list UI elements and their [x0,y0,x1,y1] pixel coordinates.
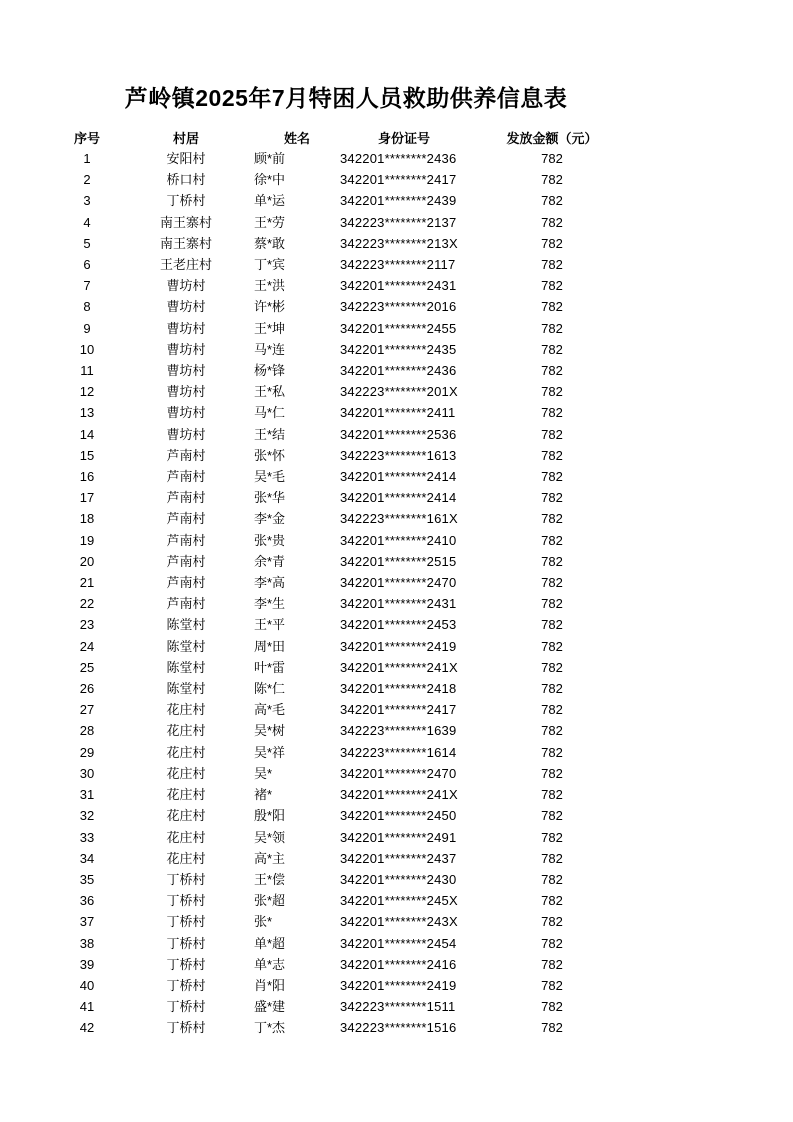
village-cell: 陈堂村 [166,659,206,675]
table-row [56,996,636,1017]
id-cell: 342201********2470 [340,765,457,781]
header-id: 身份证号 [377,131,430,146]
id-cell: 342201********2450 [340,808,457,824]
amount-cell: 782 [541,871,563,887]
amount-cell: 782 [541,977,563,993]
header-village: 村居 [172,131,199,146]
id-cell: 342201********2435 [340,341,457,357]
id-cell: 342201********2430 [340,871,457,887]
name-cell: 李*高 [254,575,286,591]
village-cell: 丁桥村 [166,914,206,930]
seq-cell: 7 [83,278,91,294]
name-cell: 吴*领 [254,829,286,845]
id-cell: 342223********2117 [340,257,456,273]
table-row [56,657,636,678]
village-cell: 花庄村 [166,829,206,845]
amount-cell: 782 [541,320,563,336]
id-cell: 342201********2515 [340,553,457,569]
table-row [56,212,636,233]
seq-cell: 36 [79,893,95,909]
village-cell: 王老庄村 [159,257,212,273]
table-row [56,636,636,657]
amount-cell: 782 [541,172,563,188]
document-content [56,84,636,1039]
table-row [56,890,636,911]
id-cell: 342223********1614 [340,744,457,760]
id-cell: 342201********2417 [340,702,457,718]
seq-cell: 1 [83,151,91,166]
id-cell: 342201********243X [340,914,458,930]
village-cell: 南王寨村 [159,235,212,251]
amount-cell: 782 [541,257,563,273]
village-cell: 芦南村 [166,469,206,485]
amount-cell: 782 [541,829,563,845]
id-cell: 342201********2439 [340,193,457,209]
village-cell: 芦南村 [166,447,206,463]
village-cell: 花庄村 [166,744,206,760]
amount-cell: 782 [541,893,563,909]
table-row [56,869,636,890]
name-cell: 马*连 [254,341,286,357]
village-cell: 曹坊村 [166,426,206,442]
name-cell: 王*洪 [254,278,286,294]
seq-cell: 27 [79,702,95,718]
name-cell: 李*生 [254,596,286,612]
amount-cell: 782 [541,278,563,294]
name-cell: 徐*中 [254,172,286,188]
amount-cell: 782 [541,787,563,803]
id-cell: 342201********241X [340,787,458,803]
table-row [56,572,636,593]
village-cell: 芦南村 [166,511,206,527]
table-row [56,763,636,784]
village-cell: 桥口村 [166,172,206,188]
header-name: 姓名 [283,131,310,146]
village-cell: 丁桥村 [166,999,206,1015]
village-cell: 陈堂村 [166,681,206,697]
name-cell: 王*结 [254,426,286,442]
seq-cell: 6 [83,257,91,273]
seq-cell: 23 [79,617,95,633]
seq-cell: 15 [79,447,95,463]
amount-cell: 782 [541,935,563,951]
seq-cell: 34 [79,850,95,866]
amount-cell: 782 [541,596,563,612]
id-cell: 342201********2454 [340,935,457,951]
table-row [56,508,636,529]
amount-cell: 782 [541,405,563,421]
amount-cell: 782 [541,808,563,824]
amount-cell: 782 [541,744,563,760]
table-row [56,148,636,169]
seq-cell: 16 [79,469,95,485]
id-cell: 342223********1639 [340,723,457,739]
id-cell: 342201********2419 [340,977,457,993]
table-row [56,911,636,932]
amount-cell: 782 [541,1020,563,1036]
seq-cell: 37 [79,914,95,930]
amount-cell: 782 [541,702,563,718]
table-row [56,975,636,996]
name-cell: 王*劳 [254,214,286,230]
seq-cell: 20 [79,553,95,569]
table-row [56,678,636,699]
id-cell: 342223********1511 [340,999,456,1015]
amount-cell: 782 [541,384,563,400]
village-cell: 曹坊村 [166,384,206,400]
id-cell: 342201********2411 [340,405,456,421]
name-cell: 褚* [254,787,273,803]
id-cell: 342223********2137 [340,214,457,230]
name-cell: 吴*祥 [254,744,286,760]
name-cell: 王*私 [254,384,286,400]
id-cell: 342201********2410 [340,532,457,548]
name-cell: 高*毛 [254,702,286,718]
seq-cell: 25 [79,659,95,675]
name-cell: 蔡*敢 [254,235,286,251]
table-row [56,296,636,317]
table-row [56,339,636,360]
id-cell: 342223********1613 [340,447,457,463]
id-cell: 342201********245X [340,893,458,909]
amount-cell: 782 [541,617,563,633]
id-cell: 342223********213X [340,235,458,251]
amount-cell: 782 [541,532,563,548]
name-cell: 吴* [254,765,273,781]
name-cell: 王*坤 [254,320,286,336]
amount-cell: 782 [541,426,563,442]
name-cell: 张*怀 [254,447,286,463]
village-cell: 芦南村 [166,490,206,506]
seq-cell: 21 [79,575,95,591]
name-cell: 马*仁 [254,405,286,421]
seq-cell: 28 [79,723,95,739]
seq-cell: 2 [83,172,91,188]
village-cell: 安阳村 [166,151,206,166]
name-cell: 单*志 [254,956,286,972]
table-row [56,551,636,572]
village-cell: 花庄村 [166,850,206,866]
village-cell: 丁桥村 [166,1020,206,1036]
village-cell: 芦南村 [166,532,206,548]
amount-cell: 782 [541,659,563,675]
table-header [56,129,636,148]
id-cell: 342201********2436 [340,151,457,166]
name-cell: 肖*阳 [254,977,286,993]
name-cell: 张*华 [254,490,286,506]
name-cell: 盛*建 [254,999,286,1015]
village-cell: 丁桥村 [166,935,206,951]
name-cell: 张*贵 [254,532,286,548]
amount-cell: 782 [541,363,563,379]
seq-cell: 17 [79,490,95,506]
amount-cell: 782 [541,193,563,209]
seq-cell: 12 [79,384,95,400]
table-row [56,360,636,381]
name-cell: 许*彬 [254,299,286,315]
id-cell: 342201********2431 [340,596,457,612]
table-row [56,933,636,954]
id-cell: 342223********1516 [340,1020,457,1036]
village-cell: 曹坊村 [166,341,206,357]
amount-cell: 782 [541,235,563,251]
name-cell: 陈*仁 [254,681,286,697]
id-cell: 342223********2016 [340,299,457,315]
id-cell: 342201********2418 [340,681,457,697]
table-row [56,805,636,826]
village-cell: 花庄村 [166,787,206,803]
id-cell: 342201********2437 [340,850,457,866]
amount-cell: 782 [541,214,563,230]
table-row [56,445,636,466]
table-row [56,699,636,720]
village-cell: 芦南村 [166,553,206,569]
roster-table [56,129,636,1039]
seq-cell: 18 [79,511,95,527]
seq-cell: 8 [83,299,91,315]
table-row [56,742,636,763]
table-row [56,784,636,805]
seq-cell: 24 [79,638,95,654]
table-row [56,720,636,741]
seq-cell: 9 [83,320,91,336]
table-body [56,148,636,1039]
table-row [56,233,636,254]
table-row [56,190,636,211]
village-cell: 丁桥村 [166,956,206,972]
amount-cell: 782 [541,341,563,357]
name-cell: 丁*杰 [254,1020,286,1036]
seq-cell: 4 [83,214,91,230]
id-cell: 342201********2453 [340,617,457,633]
village-cell: 曹坊村 [166,320,206,336]
seq-cell: 35 [79,871,95,887]
amount-cell: 782 [541,553,563,569]
name-cell: 吴*树 [254,723,286,739]
seq-cell: 26 [79,681,95,697]
seq-cell: 3 [83,193,91,209]
name-cell: 张*超 [254,893,286,909]
village-cell: 丁桥村 [166,193,206,209]
table-row [56,169,636,190]
table-row [56,954,636,975]
seq-cell: 39 [79,956,95,972]
village-cell: 花庄村 [166,808,206,824]
seq-cell: 5 [83,235,91,251]
table-row [56,402,636,423]
seq-cell: 30 [79,765,95,781]
amount-cell: 782 [541,447,563,463]
village-cell: 南王寨村 [159,214,212,230]
village-cell: 陈堂村 [166,638,206,654]
amount-cell: 782 [541,469,563,485]
table-row [56,487,636,508]
id-cell: 342201********2470 [340,575,457,591]
id-cell: 342201********2414 [340,469,457,485]
name-cell: 李*金 [254,511,286,527]
table-row [56,827,636,848]
id-cell: 342201********241X [340,659,458,675]
village-cell: 曹坊村 [166,299,206,315]
amount-cell: 782 [541,151,563,166]
amount-cell: 782 [541,299,563,315]
seq-cell: 42 [79,1020,95,1036]
village-cell: 曹坊村 [166,405,206,421]
name-cell: 单*运 [254,193,286,209]
village-cell: 丁桥村 [166,977,206,993]
seq-cell: 31 [79,787,95,803]
id-cell: 342223********201X [340,384,458,400]
id-cell: 342201********2414 [340,490,457,506]
seq-cell: 32 [79,808,95,824]
name-cell: 王*平 [254,617,286,633]
table-header-row [56,129,636,148]
id-cell: 342201********2431 [340,278,457,294]
village-cell: 陈堂村 [166,617,206,633]
amount-cell: 782 [541,956,563,972]
seq-cell: 13 [79,405,95,421]
village-cell: 花庄村 [166,723,206,739]
name-cell: 周*田 [254,638,286,654]
village-cell: 丁桥村 [166,871,206,887]
village-cell: 曹坊村 [166,278,206,294]
name-cell: 叶*雷 [254,659,286,675]
village-cell: 花庄村 [166,765,206,781]
seq-cell: 41 [79,999,95,1015]
id-cell: 342201********2419 [340,638,457,654]
header-amount: 发放金额（元） [506,131,598,146]
village-cell: 丁桥村 [166,893,206,909]
amount-cell: 782 [541,850,563,866]
village-cell: 芦南村 [166,575,206,591]
amount-cell: 782 [541,638,563,654]
name-cell: 杨*锋 [254,363,286,379]
seq-cell: 33 [79,829,95,845]
name-cell: 丁*宾 [254,257,286,273]
table-row [56,424,636,445]
amount-cell: 782 [541,681,563,697]
seq-cell: 40 [79,977,95,993]
page-title: 芦岭镇2025年7月特困人员救助供养信息表 [124,85,568,111]
id-cell: 342223********161X [340,511,458,527]
name-cell: 殷*阳 [254,808,286,824]
name-cell: 单*超 [254,935,286,951]
id-cell: 342201********2417 [340,172,457,188]
table-row [56,275,636,296]
id-cell: 342201********2436 [340,363,457,379]
village-cell: 曹坊村 [166,363,206,379]
seq-cell: 19 [79,532,95,548]
seq-cell: 22 [79,596,95,612]
amount-cell: 782 [541,914,563,930]
amount-cell: 782 [541,575,563,591]
table-row [56,254,636,275]
seq-cell: 14 [79,426,95,442]
seq-cell: 29 [79,744,95,760]
name-cell: 王*偿 [254,871,286,887]
amount-cell: 782 [541,999,563,1015]
table-row [56,614,636,635]
id-cell: 342201********2491 [340,829,457,845]
table-row [56,530,636,551]
name-cell: 张* [254,914,273,930]
id-cell: 342201********2416 [340,956,457,972]
table-row [56,381,636,402]
table-row [56,1017,636,1038]
name-cell: 顾*前 [254,151,286,166]
id-cell: 342201********2536 [340,426,457,442]
amount-cell: 782 [541,723,563,739]
village-cell: 花庄村 [166,702,206,718]
seq-cell: 38 [79,935,95,951]
id-cell: 342201********2455 [340,320,457,336]
village-cell: 芦南村 [166,596,206,612]
seq-cell: 10 [79,341,95,357]
amount-cell: 782 [541,765,563,781]
table-row [56,466,636,487]
table-row [56,318,636,339]
name-cell: 高*主 [254,850,286,866]
amount-cell: 782 [541,490,563,506]
name-cell: 余*青 [254,553,286,569]
name-cell: 吴*毛 [254,469,286,485]
header-seq: 序号 [73,131,100,146]
seq-cell: 11 [80,363,94,379]
table-row [56,593,636,614]
amount-cell: 782 [541,511,563,527]
table-row [56,848,636,869]
